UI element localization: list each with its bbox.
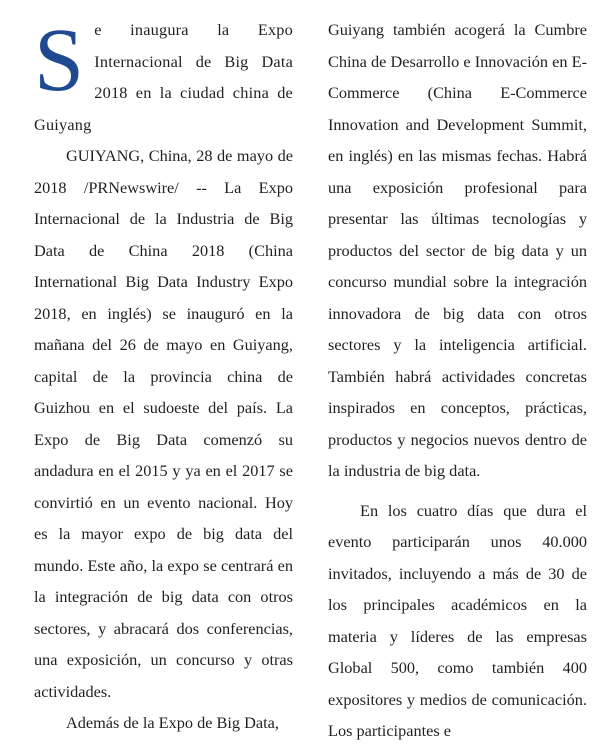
headline — [34, 11, 293, 140]
right-column — [328, 14, 587, 747]
drop-cap: S — [34, 11, 85, 110]
paragraph-1: GUIYANG, China, 28 de mayo de 2018 /PRNewswire/ -- La Expo Internacional de la Industria de Big Data de China 2018 (China International Big Data Industry Expo 2018, en inglés) se inauguró en la mañana del 26 de mayo en Guiyang, capital de la provincia china de Guizhou en el sudoeste del país. La Expo de Big Data comenzó su andadura en el 2015 y ya en el 2017 se convirtió en un evento nacional. Hoy es la mayor expo de big data del mundo. Este año, la expo se centrará en la integración de big data con otros sectores, y abracará dos conferencias, una exposición, un concurso y otras actividades. — [34, 146, 293, 701]
paragraph-3: En los cuatro días que dura el evento participarán unos 40.000 invitados, incluyendo a más de 30 de los principales académicos en la materia y líderes de las empresas Global 500, como también 400 expositores y medios de comunicación. Los participantes e — [328, 500, 587, 740]
paragraph-2-continued: Guiyang también acogerá la Cumbre China de Desarrollo e Innovación en E-Commerce (China E-Commerce Innovation and Development Summit, en inglés) en las mismas fechas. Habrá una exposición profesional para presentar las últimas tecnologías y productos del sector de big data y un concurso mundial sobre la integración innovadora de big data con otros sectores y la inteligencia artificial. También habrá actividades concretas inspirados en conceptos, prácticas, productos y negocios nuevos dentro de la industria de big data. — [328, 20, 587, 480]
left-column — [34, 11, 293, 739]
paragraph-2: Además de la Expo de Big Data, — [66, 713, 279, 732]
headline-text: e inaugura la Expo Internacional de Big Data 2018 en la ciudad china de Guiyang — [34, 20, 293, 134]
